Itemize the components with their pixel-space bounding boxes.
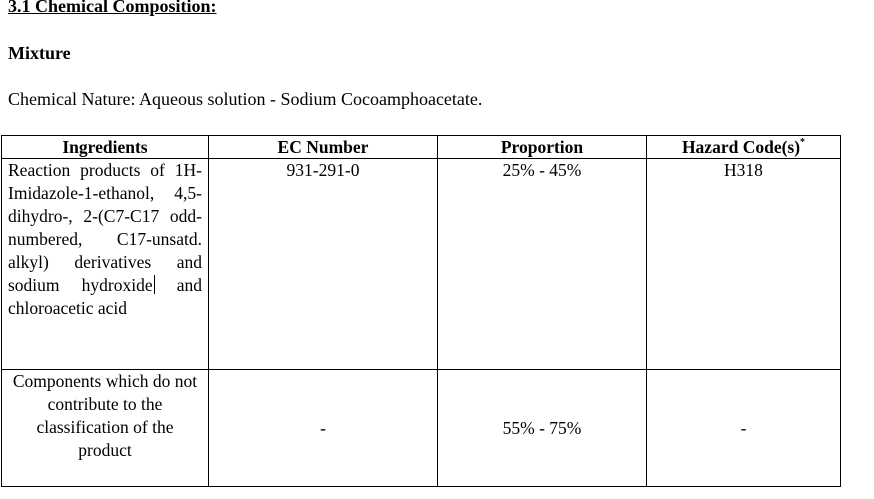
ingredient-cell[interactable]	[2, 159, 209, 370]
ingredient-text-part1: Reaction products of 1H-Imidazole-1-ethanol, 4,5-dihydro-, 2-(C7-C17 odd-numbered, C17-unsatd. alkyl) derivatives and sodium hydroxide	[8, 160, 202, 295]
header-ingredients: Ingredients	[2, 136, 209, 159]
section-title: 3.1 Chemical Composition:	[8, 0, 217, 16]
table-row	[2, 370, 841, 487]
mixture-heading: Mixture	[8, 43, 71, 63]
header-proportion: Proportion	[438, 136, 647, 159]
ingredient-text-part2: and chloroacetic acid	[8, 275, 202, 318]
ingredient-cell: Components which do not contribute to the classification of the product	[2, 370, 209, 487]
table-header-row	[2, 136, 841, 159]
table-row	[2, 159, 841, 370]
header-hazard-codes-label: Hazard Code(s)	[681, 137, 801, 157]
hazard-footnote-marker: *	[800, 137, 806, 148]
ec-number-cell: 931-291-0	[209, 159, 438, 370]
proportion-cell: 25% - 45%	[438, 159, 647, 370]
composition-table	[1, 135, 841, 487]
hazard-code-cell: H318	[647, 159, 841, 370]
header-ec-number: EC Number	[209, 136, 438, 159]
proportion-cell: 55% - 75%	[438, 370, 647, 487]
hazard-code-cell: -	[647, 370, 841, 487]
chemical-nature-text: Chemical Nature: Aqueous solution - Sodium Cocoamphoacetate.	[8, 89, 483, 109]
ec-number-cell: -	[209, 370, 438, 487]
header-hazard-codes	[647, 136, 841, 159]
